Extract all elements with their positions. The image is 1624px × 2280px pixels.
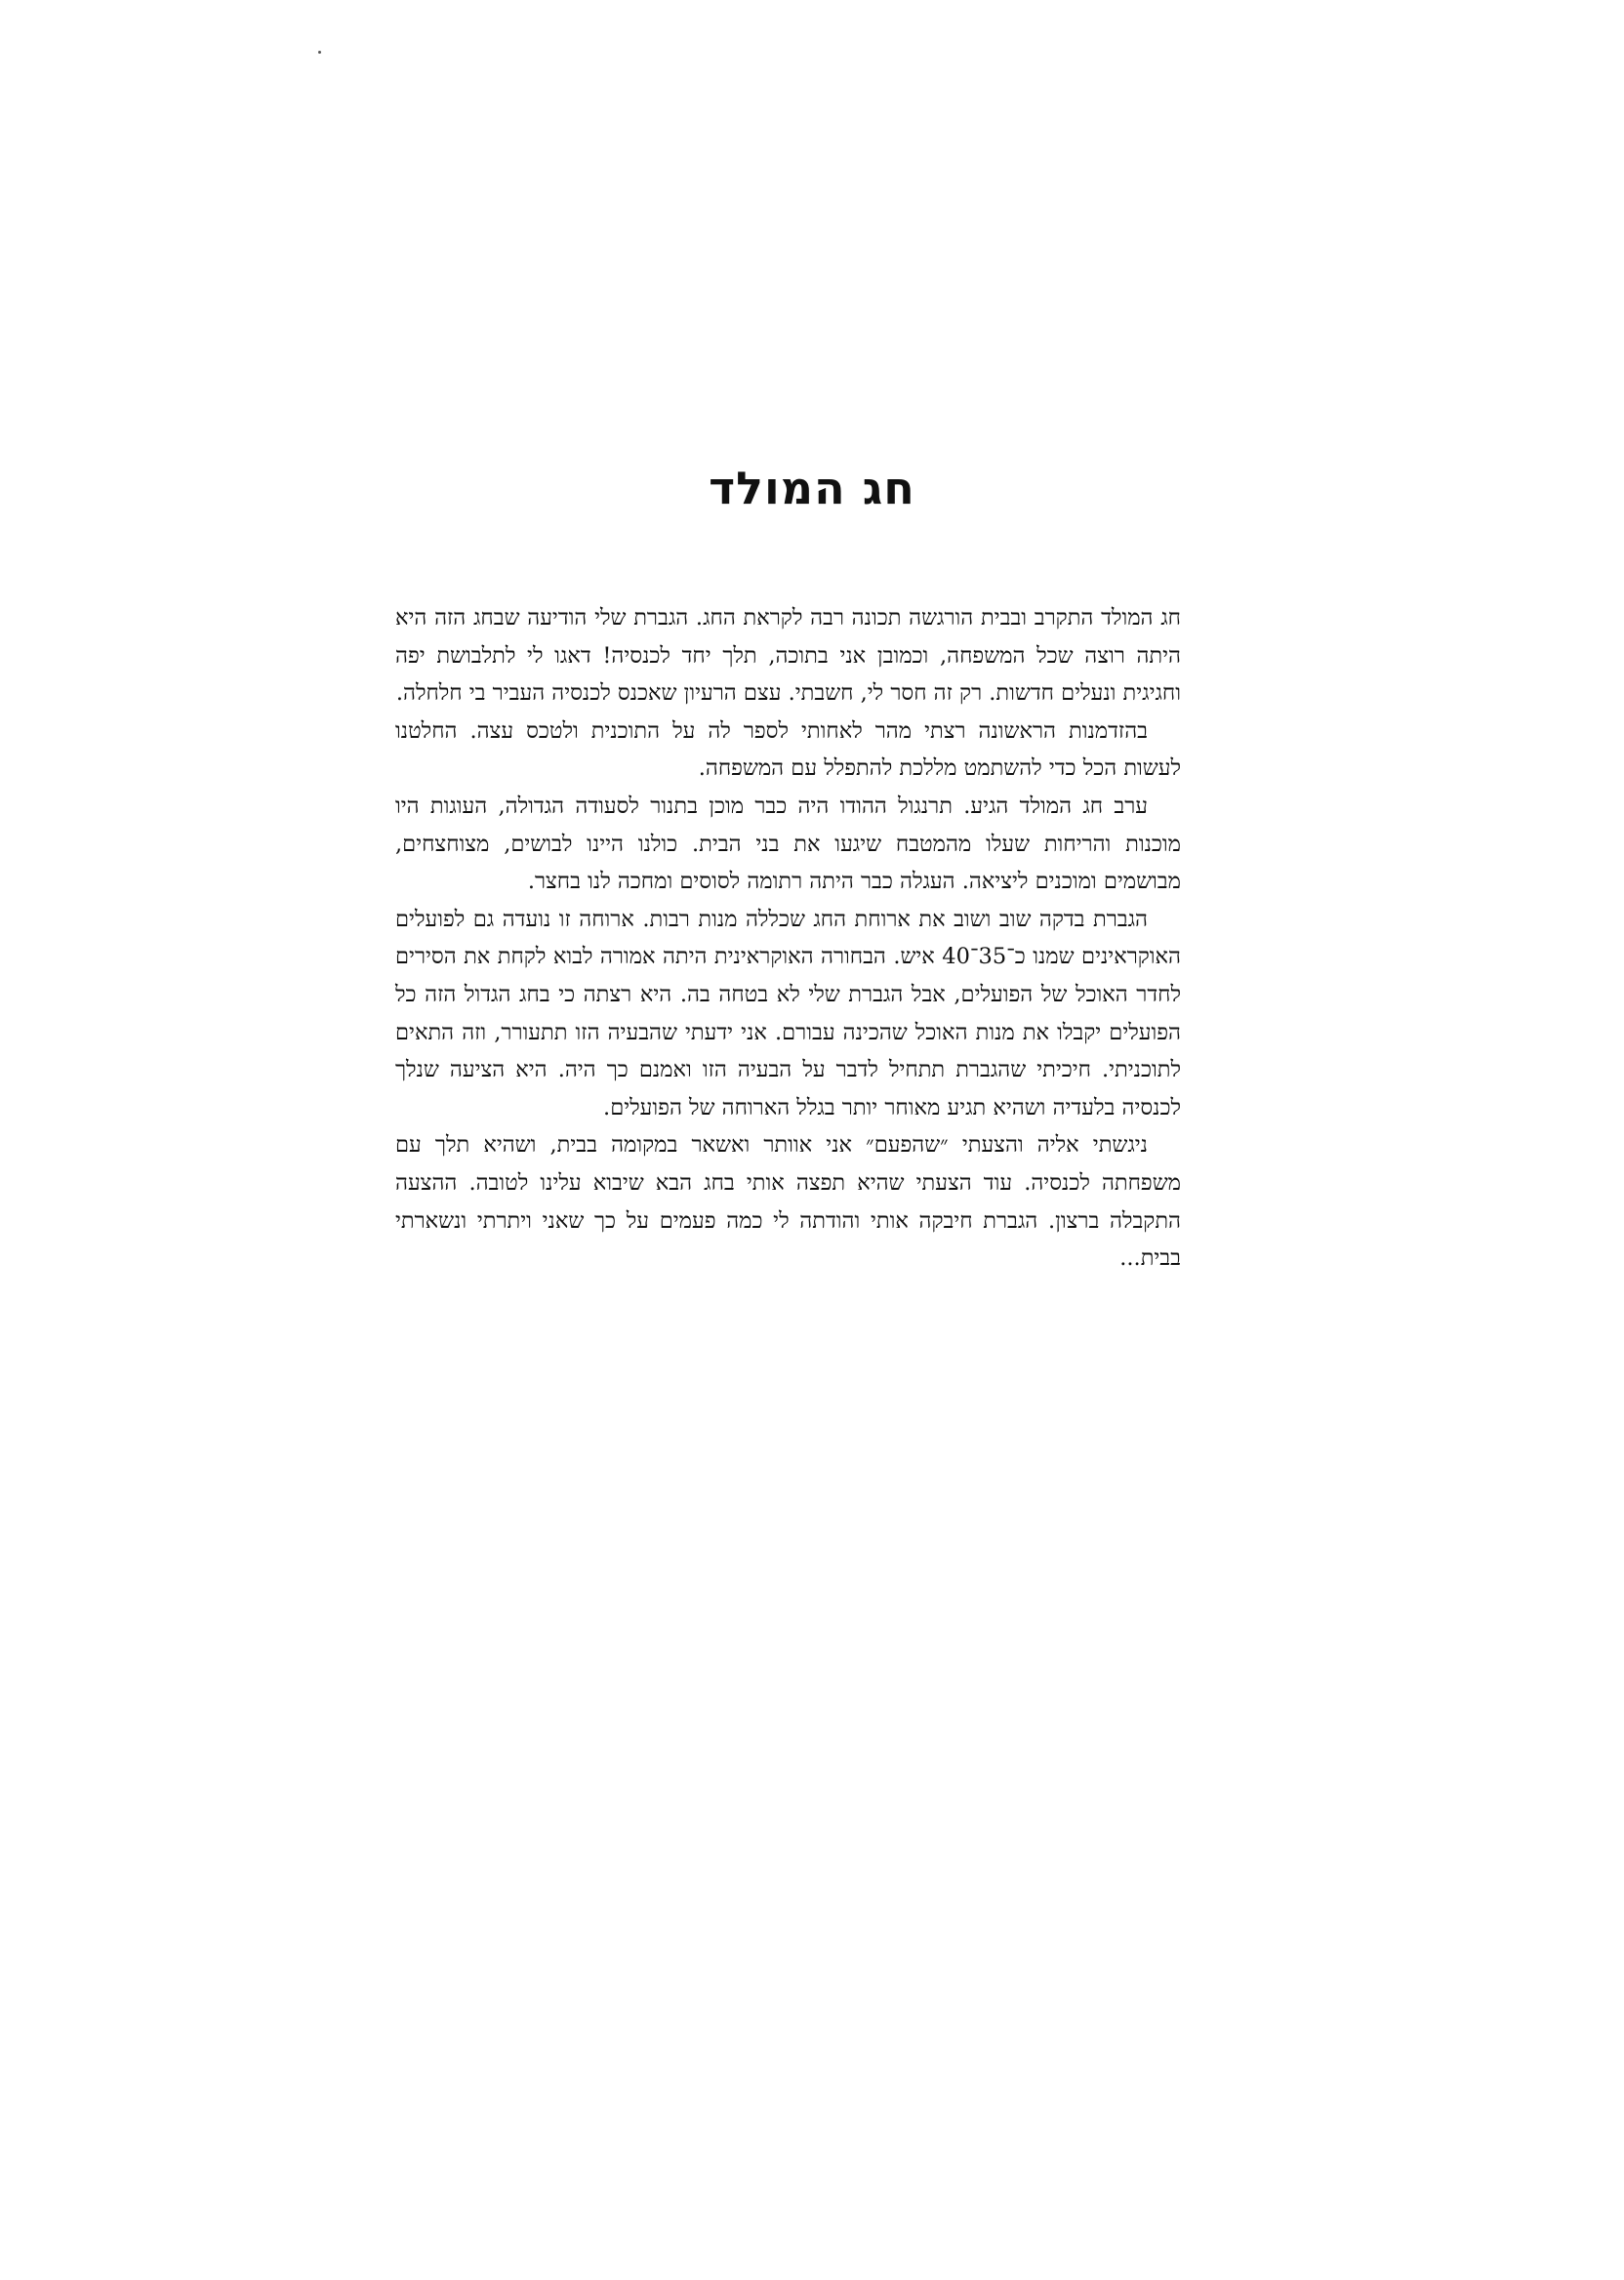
- paragraph-3: ערב חג המולד הגיע. תרנגול ההודו היה כבר מוכן בתנור לסעודה הגדולה, העוגות היו מוכנות והריחות שעלו מהמטבח שיגעו את בני הבית. כולנו היינו לבושים, מצוחצחים, מבושמים ומוכנים ליציאה. העגלה כבר היתה רתומה לסוסים ומחכה לנו בחצר.: [395, 793, 1181, 895]
- scan-speck: [318, 51, 321, 54]
- paragraph-1: חג המולד התקרב ובבית הורגשה תכונה רבה לקראת החג. הגברת שלי הודיעה שבחג הזה היא היתה רוצה שכל המשפחה, וכמובן אני בתוכה, תלך יחד לכנסיה! דאגו לי לתלבושת יפה וחגיגית ונעלים חדשות. רק זה חסר לי, חשבתי. עצם הרעיון שאכנס לכנסיה העביר בי חלחלה.: [395, 605, 1181, 707]
- paragraph-5: ניגשתי אליה והצעתי ״שהפעם״ אני אוותר ואשאר במקומה בבית, ושהיא תלך עם משפחתה לכנסיה. עוד הצעתי שהיא תפצה אותי בחג הבא שיבוא עלינו לטובה. ההצעה התקבלה ברצון. הגברת חיבקה אותי והודתה לי כמה פעמים על כך שאני ויתרתי ונשארתי בבית...: [395, 1132, 1181, 1272]
- body-text: [395, 599, 1181, 1278]
- paragraph-2: בהזדמנות הראשונה רצתי מהר לאחותי לספר לה על התוכנית ולטכס עצה. החלטנו לעשות הכל כדי להשתמט מללכת להתפלל עם המשפחה.: [395, 717, 1181, 782]
- paragraph-4: הגברת בדקה שוב ושוב את ארוחת החג שכללה מנות רבות. ארוחה זו נועדה גם לפועלים האוקראינים שמנו כ־35־40 איש. הבחורה האוקראינית היתה אמורה לבוא לקחת את הסירים לחדר האוכל של הפועלים, אבל הגברת שלי לא בטחה בה. היא רצתה כי בחג הגדול הזה כל הפועלים יקבלו את מנות האוכל שהכינה עבורם. אני ידעתי שהבעיה הזו תתעורר, וזה התאים לתוכניתי. חיכיתי שהגברת תתחיל לדבר על הבעיה הזו ואמנם כך היה. היא הציעה שנלך לכנסיה בלעדיה ושהיא תגיע מאוחר יותר בגלל הארוחה של הפועלים.: [395, 906, 1181, 1120]
- page-title: חג המולד: [709, 462, 915, 514]
